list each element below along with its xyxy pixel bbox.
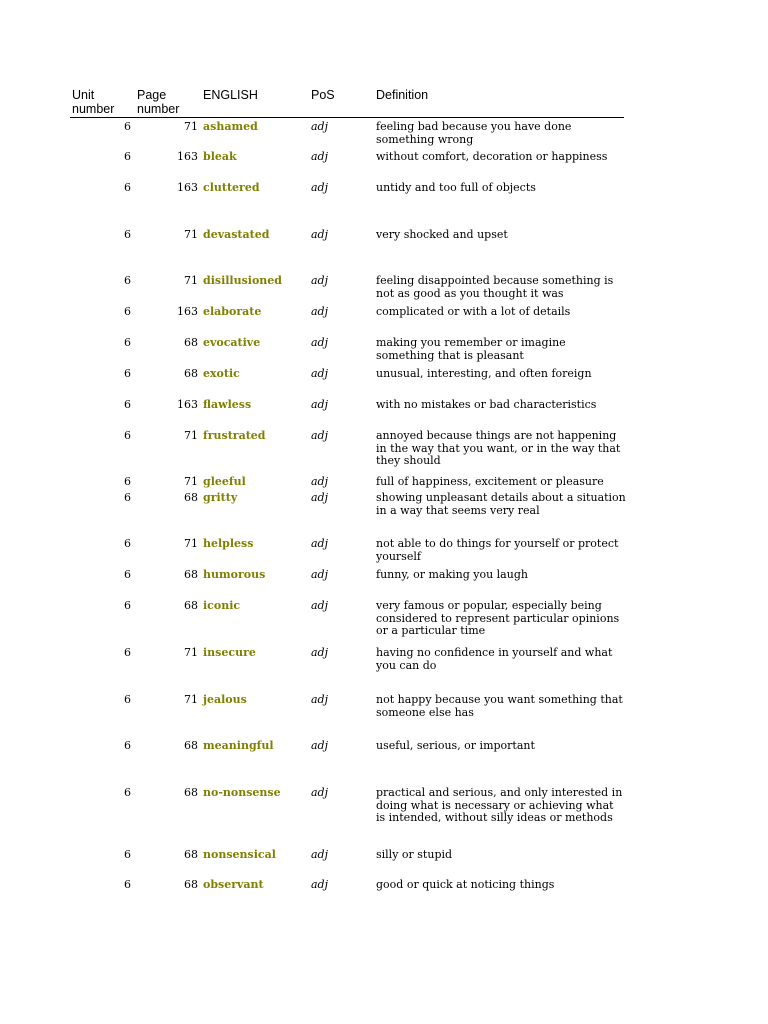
table-row bbox=[0, 879, 768, 899]
table-row bbox=[0, 151, 768, 171]
pos-cell: adj bbox=[311, 181, 329, 194]
unit-cell: 6 bbox=[124, 181, 131, 194]
page-cell: 68 bbox=[184, 848, 198, 861]
unit-cell: 6 bbox=[124, 848, 131, 861]
definition-cell: very famous or popular, especially being considered to represent particular opinions or a particular time bbox=[376, 599, 620, 637]
table-row bbox=[0, 693, 768, 719]
english-word-cell: cluttered bbox=[203, 181, 260, 194]
table-row bbox=[0, 336, 768, 362]
english-word-cell: iconic bbox=[203, 599, 241, 612]
page-cell: 68 bbox=[184, 367, 198, 380]
header-page-line2: number bbox=[137, 101, 180, 116]
definition-cell: useful, serious, or important bbox=[376, 739, 535, 752]
definition-cell: feeling disappointed because something is not as good as you thought it was bbox=[376, 274, 614, 300]
page-cell: 163 bbox=[177, 398, 198, 411]
pos-cell: adj bbox=[311, 150, 329, 163]
page-cell: 68 bbox=[184, 336, 198, 349]
header-definition: Definition bbox=[376, 88, 429, 102]
unit-cell: 6 bbox=[124, 367, 131, 380]
pos-cell: adj bbox=[311, 646, 329, 659]
page-cell: 68 bbox=[184, 786, 198, 799]
table-row bbox=[0, 646, 768, 672]
definition-cell: having no confidence in yourself and what you can do bbox=[376, 646, 613, 672]
table-row bbox=[0, 120, 768, 146]
english-word-cell: elaborate bbox=[203, 305, 262, 318]
page-cell: 71 bbox=[184, 429, 198, 442]
unit-cell: 6 bbox=[124, 568, 131, 581]
table-row bbox=[0, 274, 768, 300]
header-pos: PoS bbox=[311, 88, 335, 102]
table-row bbox=[0, 229, 768, 249]
pos-cell: adj bbox=[311, 739, 329, 752]
pos-cell: adj bbox=[311, 491, 329, 504]
english-word-cell: humorous bbox=[203, 568, 266, 581]
page-cell: 71 bbox=[184, 274, 198, 287]
table-row bbox=[0, 368, 768, 388]
english-word-cell: gritty bbox=[203, 491, 238, 504]
page-cell: 68 bbox=[184, 878, 198, 891]
english-word-cell: jealous bbox=[203, 693, 247, 706]
table-row bbox=[0, 849, 768, 869]
definition-cell: feeling bad because you have done something wrong bbox=[376, 120, 572, 146]
unit-cell: 6 bbox=[124, 336, 131, 349]
english-word-cell: devastated bbox=[203, 228, 270, 241]
page-cell: 163 bbox=[177, 305, 198, 318]
page-cell: 71 bbox=[184, 228, 198, 241]
pos-cell: adj bbox=[311, 568, 329, 581]
page-cell: 71 bbox=[184, 475, 198, 488]
page-cell: 68 bbox=[184, 599, 198, 612]
unit-cell: 6 bbox=[124, 646, 131, 659]
definition-cell: silly or stupid bbox=[376, 848, 453, 861]
pos-cell: adj bbox=[311, 599, 329, 612]
table-row bbox=[0, 740, 768, 760]
pos-cell: adj bbox=[311, 305, 329, 318]
pos-cell: adj bbox=[311, 537, 329, 550]
unit-cell: 6 bbox=[124, 150, 131, 163]
unit-cell: 6 bbox=[124, 786, 131, 799]
header-unit-line2: number bbox=[72, 101, 115, 116]
english-word-cell: flawless bbox=[203, 398, 252, 411]
page-cell: 71 bbox=[184, 120, 198, 133]
pos-cell: adj bbox=[311, 475, 329, 488]
header-unit-number bbox=[72, 89, 114, 116]
unit-cell: 6 bbox=[124, 693, 131, 706]
unit-cell: 6 bbox=[124, 274, 131, 287]
pos-cell: adj bbox=[311, 120, 329, 133]
definition-cell: showing unpleasant details about a situation in a way that seems very real bbox=[376, 491, 626, 517]
table-row bbox=[0, 399, 768, 419]
english-word-cell: meaningful bbox=[203, 739, 274, 752]
definition-cell: not able to do things for yourself or protect yourself bbox=[376, 537, 619, 563]
page-cell: 163 bbox=[177, 150, 198, 163]
english-word-cell: disillusioned bbox=[203, 274, 282, 287]
unit-cell: 6 bbox=[124, 739, 131, 752]
unit-cell: 6 bbox=[124, 429, 131, 442]
header-page-line1: Page bbox=[137, 88, 167, 102]
english-word-cell: gleeful bbox=[203, 475, 246, 488]
page-cell: 163 bbox=[177, 181, 198, 194]
pos-cell: adj bbox=[311, 429, 329, 442]
unit-cell: 6 bbox=[124, 228, 131, 241]
english-word-cell: frustrated bbox=[203, 429, 266, 442]
header-english: ENGLISH bbox=[203, 88, 258, 102]
table-row bbox=[0, 569, 768, 589]
english-word-cell: observant bbox=[203, 878, 264, 891]
pos-cell: adj bbox=[311, 398, 329, 411]
unit-cell: 6 bbox=[124, 120, 131, 133]
english-word-cell: bleak bbox=[203, 150, 237, 163]
page-cell: 71 bbox=[184, 693, 198, 706]
table-row bbox=[0, 306, 768, 326]
page-cell: 68 bbox=[184, 491, 198, 504]
unit-cell: 6 bbox=[124, 537, 131, 550]
definition-cell: funny, or making you laugh bbox=[376, 568, 528, 581]
unit-cell: 6 bbox=[124, 305, 131, 318]
definition-cell: making you remember or imagine something that is pleasant bbox=[376, 336, 566, 362]
pos-cell: adj bbox=[311, 786, 329, 799]
page-cell: 71 bbox=[184, 537, 198, 550]
definition-cell: not happy because you want something that someone else has bbox=[376, 693, 623, 719]
unit-cell: 6 bbox=[124, 398, 131, 411]
pos-cell: adj bbox=[311, 693, 329, 706]
table-row bbox=[0, 491, 768, 517]
definition-cell: practical and serious, and only interested in doing what is necessary or achieving what is intended, without silly ideas or methods bbox=[376, 786, 623, 824]
definition-cell: full of happiness, excitement or pleasure bbox=[376, 475, 604, 488]
unit-cell: 6 bbox=[124, 878, 131, 891]
page-cell: 68 bbox=[184, 739, 198, 752]
unit-cell: 6 bbox=[124, 491, 131, 504]
english-word-cell: evocative bbox=[203, 336, 261, 349]
unit-cell: 6 bbox=[124, 599, 131, 612]
unit-cell: 6 bbox=[124, 475, 131, 488]
pos-cell: adj bbox=[311, 367, 329, 380]
table-row bbox=[0, 599, 768, 637]
english-word-cell: ashamed bbox=[203, 120, 258, 133]
definition-cell: annoyed because things are not happening in the way that you want, or in the way that they should bbox=[376, 429, 621, 467]
page-cell: 71 bbox=[184, 646, 198, 659]
header-unit-line1: Unit bbox=[72, 88, 95, 102]
pos-cell: adj bbox=[311, 228, 329, 241]
pos-cell: adj bbox=[311, 274, 329, 287]
definition-cell: complicated or with a lot of details bbox=[376, 305, 571, 318]
pos-cell: adj bbox=[311, 336, 329, 349]
table-row bbox=[0, 537, 768, 563]
english-word-cell: no-nonsense bbox=[203, 786, 281, 799]
english-word-cell: insecure bbox=[203, 646, 256, 659]
english-word-cell: exotic bbox=[203, 367, 240, 380]
table-row bbox=[0, 786, 768, 824]
definition-cell: untidy and too full of objects bbox=[376, 181, 536, 194]
english-word-cell: helpless bbox=[203, 537, 254, 550]
table-row bbox=[0, 429, 768, 467]
table-row bbox=[0, 182, 768, 202]
definition-cell: with no mistakes or bad characteristics bbox=[376, 398, 597, 411]
header-page-number bbox=[137, 89, 179, 116]
definition-cell: good or quick at noticing things bbox=[376, 878, 555, 891]
header-divider bbox=[70, 117, 624, 118]
definition-cell: unusual, interesting, and often foreign bbox=[376, 367, 592, 380]
page-cell: 68 bbox=[184, 568, 198, 581]
english-word-cell: nonsensical bbox=[203, 848, 276, 861]
definition-cell: without comfort, decoration or happiness bbox=[376, 150, 608, 163]
pos-cell: adj bbox=[311, 848, 329, 861]
pos-cell: adj bbox=[311, 878, 329, 891]
definition-cell: very shocked and upset bbox=[376, 228, 508, 241]
